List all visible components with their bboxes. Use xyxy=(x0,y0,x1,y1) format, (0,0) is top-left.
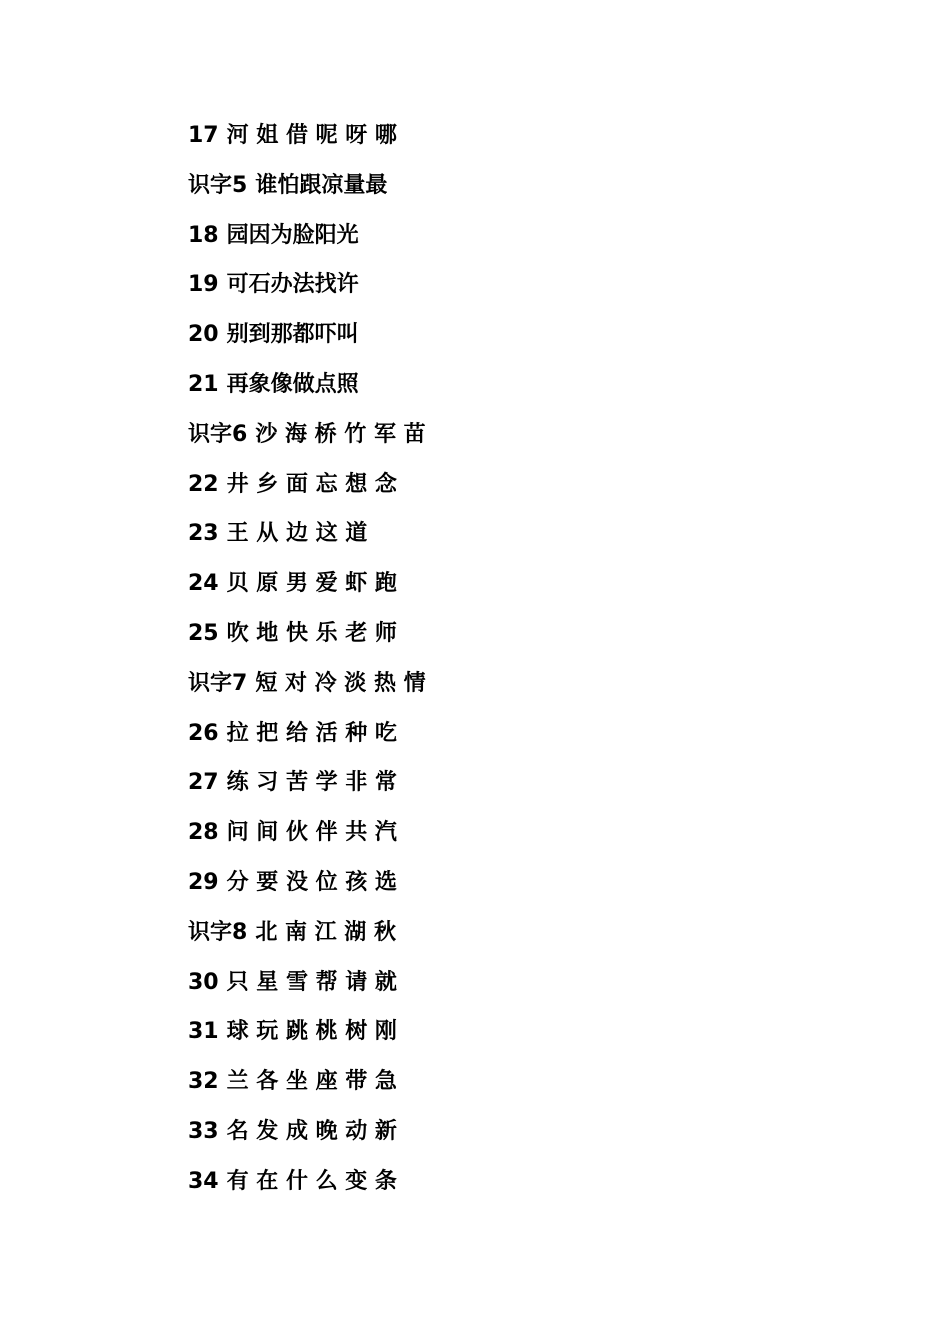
lesson-line xyxy=(188,467,426,517)
lesson-characters: 河 姐 借 呢 呀 哪 xyxy=(226,123,397,148)
lesson-label: 33 xyxy=(188,1118,219,1144)
lesson-line xyxy=(188,1164,426,1214)
lesson-characters: 北 南 江 湖 秋 xyxy=(255,919,396,945)
lesson-label: 20 xyxy=(188,322,219,348)
lesson-line xyxy=(188,168,426,218)
lesson-label: 17 xyxy=(188,123,219,148)
lesson-line xyxy=(188,666,426,716)
lesson-characters: 分 要 没 位 孩 选 xyxy=(226,869,397,895)
lesson-characters: 有 在 什 么 变 条 xyxy=(226,1168,397,1194)
lesson-label: 25 xyxy=(188,620,219,646)
lesson-line xyxy=(188,516,426,566)
lesson-line xyxy=(188,815,426,865)
lesson-characters: 吹 地 快 乐 老 师 xyxy=(226,620,397,646)
lesson-label: 21 xyxy=(188,371,219,397)
lesson-line xyxy=(188,218,426,268)
lesson-line xyxy=(188,118,426,168)
lesson-characters: 贝 原 男 爱 虾 跑 xyxy=(226,571,397,597)
lesson-label: 31 xyxy=(188,1019,219,1045)
lesson-line xyxy=(188,865,426,915)
lesson-line xyxy=(188,367,426,417)
lesson-label: 32 xyxy=(188,1069,219,1095)
lesson-line xyxy=(188,1064,426,1114)
lesson-line xyxy=(188,765,426,815)
lesson-line xyxy=(188,616,426,666)
lesson-characters: 练 习 苦 学 非 常 xyxy=(226,770,397,796)
lesson-label: 29 xyxy=(188,869,219,895)
lesson-line xyxy=(188,915,426,965)
lesson-label: 34 xyxy=(188,1168,219,1194)
lesson-line xyxy=(188,716,426,766)
character-lesson-list xyxy=(188,118,426,1214)
lesson-label: 18 xyxy=(188,222,219,248)
lesson-line xyxy=(188,1114,426,1164)
lesson-label: 24 xyxy=(188,571,219,597)
lesson-characters: 再象像做点照 xyxy=(226,371,359,397)
lesson-line xyxy=(188,965,426,1015)
lesson-label: 28 xyxy=(188,820,219,846)
lesson-characters: 可石办法找许 xyxy=(226,272,359,298)
lesson-characters: 沙 海 桥 竹 军 苗 xyxy=(255,421,426,447)
lesson-characters: 别到那都吓叫 xyxy=(226,322,359,348)
lesson-label: 30 xyxy=(188,969,219,995)
lesson-characters: 名 发 成 晚 动 新 xyxy=(226,1118,397,1144)
lesson-label: 识字7 xyxy=(188,670,248,696)
lesson-label: 26 xyxy=(188,720,219,746)
lesson-characters: 王 从 边 这 道 xyxy=(226,521,368,547)
lesson-characters: 问 间 伙 伴 共 汽 xyxy=(226,820,397,846)
lesson-label: 识字5 xyxy=(188,172,248,198)
lesson-label: 识字8 xyxy=(188,919,248,945)
lesson-characters: 拉 把 给 活 种 吃 xyxy=(226,720,397,746)
lesson-line xyxy=(188,267,426,317)
lesson-line xyxy=(188,317,426,367)
lesson-characters: 球 玩 跳 桃 树 刚 xyxy=(226,1019,397,1045)
lesson-characters: 谁怕跟凉量最 xyxy=(255,172,388,198)
lesson-characters: 井 乡 面 忘 想 念 xyxy=(226,471,397,497)
lesson-label: 识字6 xyxy=(188,421,248,447)
lesson-line xyxy=(188,566,426,616)
lesson-label: 23 xyxy=(188,521,219,547)
lesson-label: 27 xyxy=(188,770,219,796)
lesson-label: 19 xyxy=(188,272,219,298)
lesson-characters: 园因为脸阳光 xyxy=(226,222,359,248)
lesson-line xyxy=(188,417,426,467)
lesson-characters: 短 对 冷 淡 热 情 xyxy=(255,670,426,696)
lesson-line xyxy=(188,1014,426,1064)
lesson-label: 22 xyxy=(188,471,219,497)
lesson-characters: 只 星 雪 帮 请 就 xyxy=(226,969,397,995)
lesson-characters: 兰 各 坐 座 带 急 xyxy=(226,1069,397,1095)
